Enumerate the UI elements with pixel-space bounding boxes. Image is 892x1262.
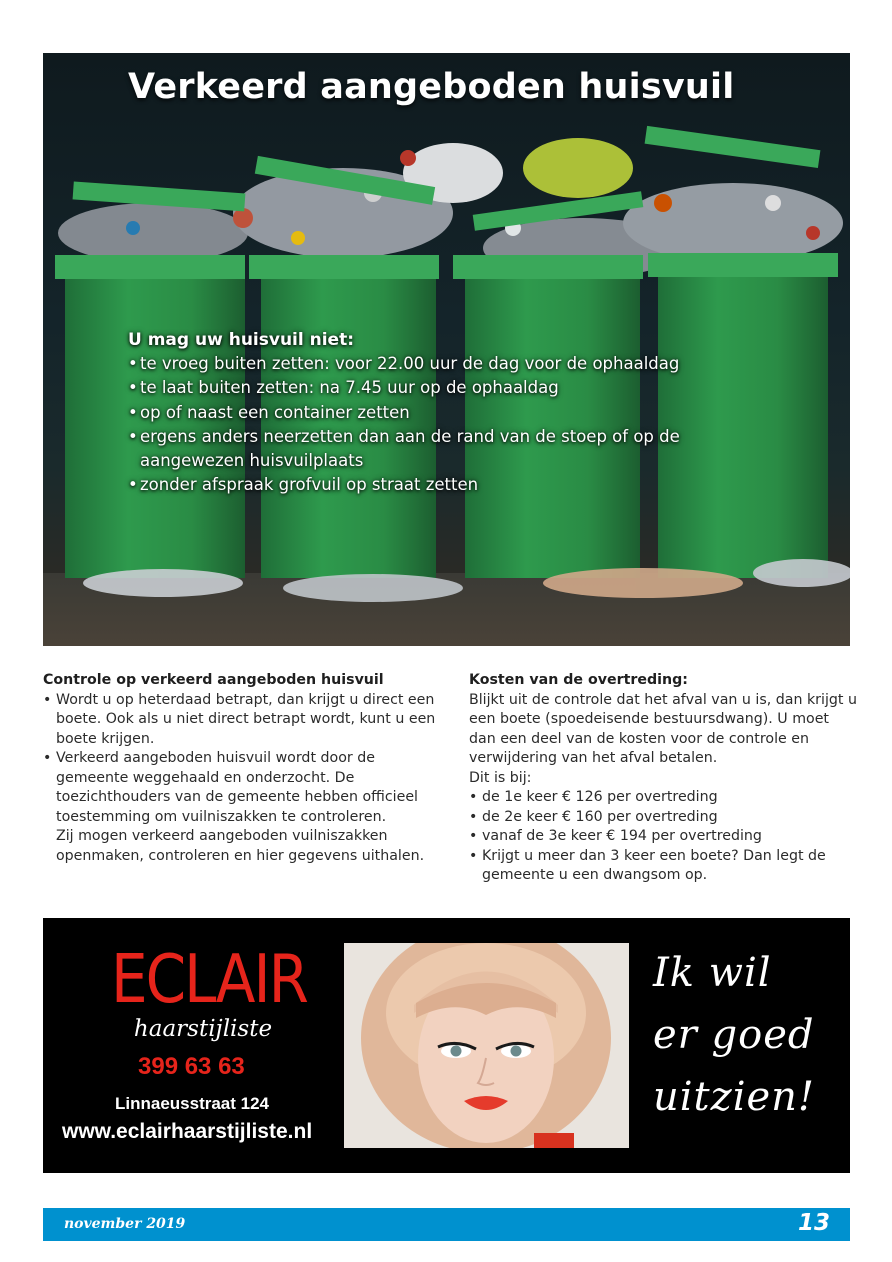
list-item-continuation: Zij mogen verkeerd aangeboden vuilniszakken openmaken, controleren en hier gegevens uithalen. (56, 828, 425, 864)
page-number: 13 (797, 1210, 830, 1236)
list-item: • Wordt u op heterdaad betrapt, dan krijgt u direct een boete. Ook als u niet direct betrapt wordt, kunt u een boete krijgen. (43, 691, 443, 750)
model-face-illustration (344, 943, 629, 1148)
ad-phone: 399 63 63 (138, 1053, 245, 1080)
control-list (43, 691, 443, 867)
list-item: • de 1e keer € 126 per overtreding (469, 788, 859, 808)
rules-heading: U mag uw huisvuil niet: (128, 330, 355, 350)
list-item: • te vroeg buiten zetten: voor 22.00 uur de dag voor de ophaaldag (128, 352, 768, 376)
costs-section (469, 671, 859, 886)
costs-intro: Blijkt uit de controle dat het afval van u is, dan krijgt u een boete (spoedeisende bestuursdwang). U moet dan een deel van de kosten voor de controle en verwijdering van het afval betalen. (469, 691, 857, 766)
slogan-line: er goed (653, 1012, 815, 1058)
eclair-logo: ECLAIR (111, 940, 307, 1019)
rules-list (128, 352, 768, 497)
page-title: Verkeerd aangeboden huisvuil (128, 67, 735, 107)
page-footer (43, 1208, 850, 1241)
list-item: • de 2e keer € 160 per overtreding (469, 808, 859, 828)
footer-date: november 2019 (64, 1216, 186, 1232)
ad-slogan (653, 942, 843, 1128)
costs-heading: Kosten van de overtreding: (469, 672, 688, 688)
slogan-line: Ik wil (653, 950, 772, 996)
ad-subtitle: haarstijliste (133, 1016, 273, 1042)
list-item: • vanaf de 3e keer € 194 per overtreding (469, 827, 859, 847)
control-section (43, 671, 443, 866)
ad-address: Linnaeusstraat 124 (115, 1094, 270, 1113)
eclair-advertisement (43, 918, 850, 1173)
ad-url: www.eclairhaarstijliste.nl (62, 1120, 313, 1143)
model-photo (344, 943, 629, 1148)
slogan-line: uitzien! (653, 1074, 816, 1120)
hero-banner (43, 53, 850, 646)
list-item: • Verkeerd aangeboden huisvuil wordt door de gemeente weggehaald en onderzocht. De toezichthouders van de gemeente hebben officieel toestemming om vuilniszakken te controleren. (43, 749, 443, 827)
list-item: • op of naast een container zetten (128, 401, 768, 425)
costs-list (469, 788, 859, 886)
list-item: • te laat buiten zetten: na 7.45 uur op de ophaaldag (128, 376, 768, 400)
list-item: • zonder afspraak grofvuil op straat zetten (128, 473, 768, 497)
rules-box (128, 328, 768, 497)
costs-intro-2: Dit is bij: (469, 769, 532, 786)
list-item: • ergens anders neerzetten dan aan de rand van de stoep of op de aangewezen huisvuilplaats (128, 425, 768, 473)
list-item: • Krijgt u meer dan 3 keer een boete? Dan legt de gemeente u een dwangsom op. (469, 847, 859, 886)
control-heading: Controle op verkeerd aangeboden huisvuil (43, 672, 384, 688)
